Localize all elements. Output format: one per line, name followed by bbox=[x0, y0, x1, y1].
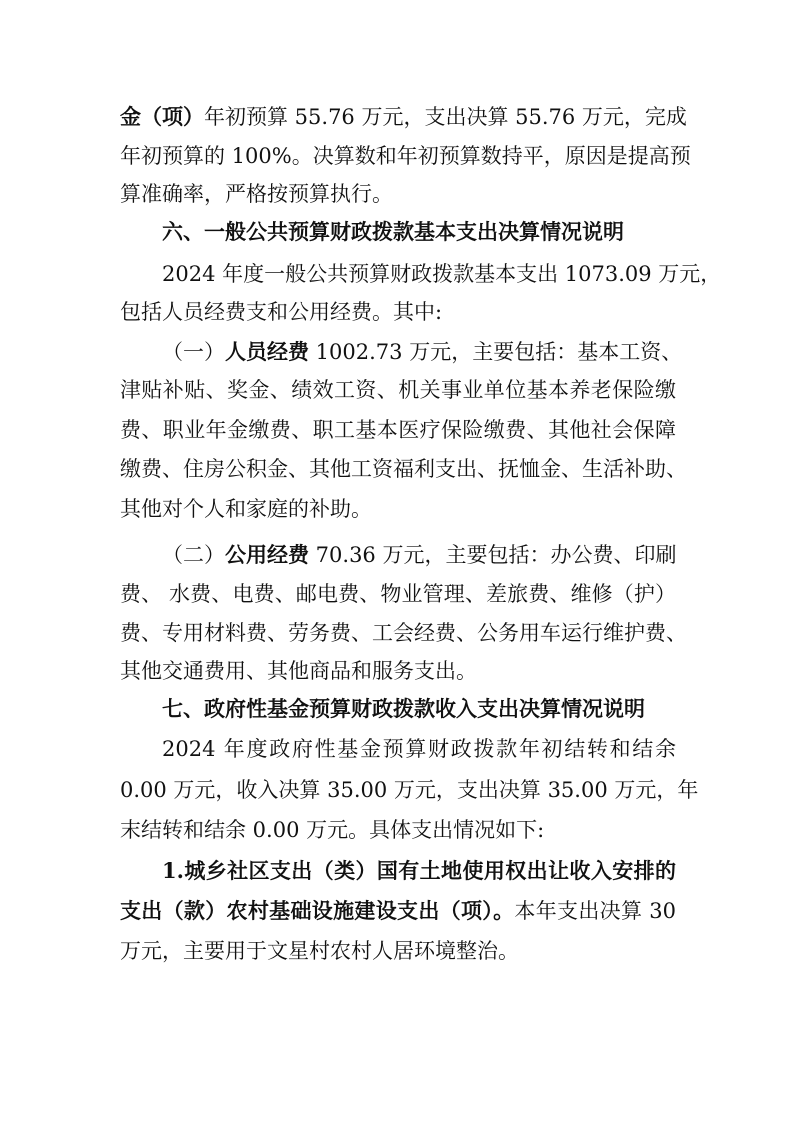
text-line: 2024 年度政府性基金预算财政拨款年初结转和结余 bbox=[162, 737, 676, 761]
item-heading: 1.城乡社区支出（类）国有土地使用权出让收入安排的 bbox=[162, 858, 676, 883]
text-line: 年初预算的 100%。决算数和年初预算数持平，原因是提高预 bbox=[120, 144, 691, 168]
text-line: 万元，主要用于文星村农村人居环境整治。 bbox=[120, 939, 519, 963]
bold-term: 公用经费 bbox=[225, 542, 309, 567]
text-line: 其他交通费用、其他商品和服务支出。 bbox=[120, 659, 477, 683]
text-line: 费、专用材料费、劳务费、工会经费、公务用车运行维护费、 bbox=[120, 621, 687, 645]
text-line: 费、职业年金缴费、职工基本医疗保险缴费、其他社会保障 bbox=[120, 418, 676, 442]
text-line: 末结转和结余 0.00 万元。具体支出情况如下: bbox=[120, 818, 545, 842]
text-line: 支出（款）农村基础设施建设支出（项）。本年支出决算 30 bbox=[120, 898, 676, 923]
text-line: 包括人员经费支和公用经费。其中: bbox=[120, 300, 443, 324]
text-line: 0.00 万元，收入决算 35.00 万元，支出决算 35.00 万元，年 bbox=[120, 778, 699, 802]
section-heading: 七、政府性基金预算财政拨款收入支出决算情况说明 bbox=[162, 696, 645, 721]
text-line: 金（项）年初预算 55.76 万元，支出决算 55.76 万元，完成 bbox=[120, 104, 687, 129]
bold-term: 支出（款）农村基础设施建设支出（项）。 bbox=[120, 898, 515, 923]
text-line: 津贴补贴、奖金、绩效工资、机关事业单位基本养老保险缴 bbox=[120, 378, 676, 402]
bold-term: 金（项） bbox=[120, 104, 204, 129]
bold-term: 人员经费 bbox=[225, 339, 309, 364]
text-line: 其他对个人和家庭的补助。 bbox=[120, 497, 372, 521]
text-line: 2024 年度一般公共预算财政拨款基本支出 1073.09 万元， bbox=[162, 262, 722, 286]
text-line: 费、 水费、电费、邮电费、物业管理、差旅费、维修（护） bbox=[120, 582, 676, 606]
text-line: 缴费、住房公积金、其他工资福利支出、抚恤金、生活补助、 bbox=[120, 457, 687, 481]
text-line: （一）人员经费 1002.73 万元，主要包括：基本工资、 bbox=[162, 339, 683, 364]
text-line: 算准确率，严格按预算执行。 bbox=[120, 182, 393, 206]
section-heading: 六、一般公共预算财政拨款基本支出决算情况说明 bbox=[162, 219, 624, 244]
text-line: （二）公用经费 70.36 万元，主要包括：办公费、印刷 bbox=[162, 542, 677, 567]
